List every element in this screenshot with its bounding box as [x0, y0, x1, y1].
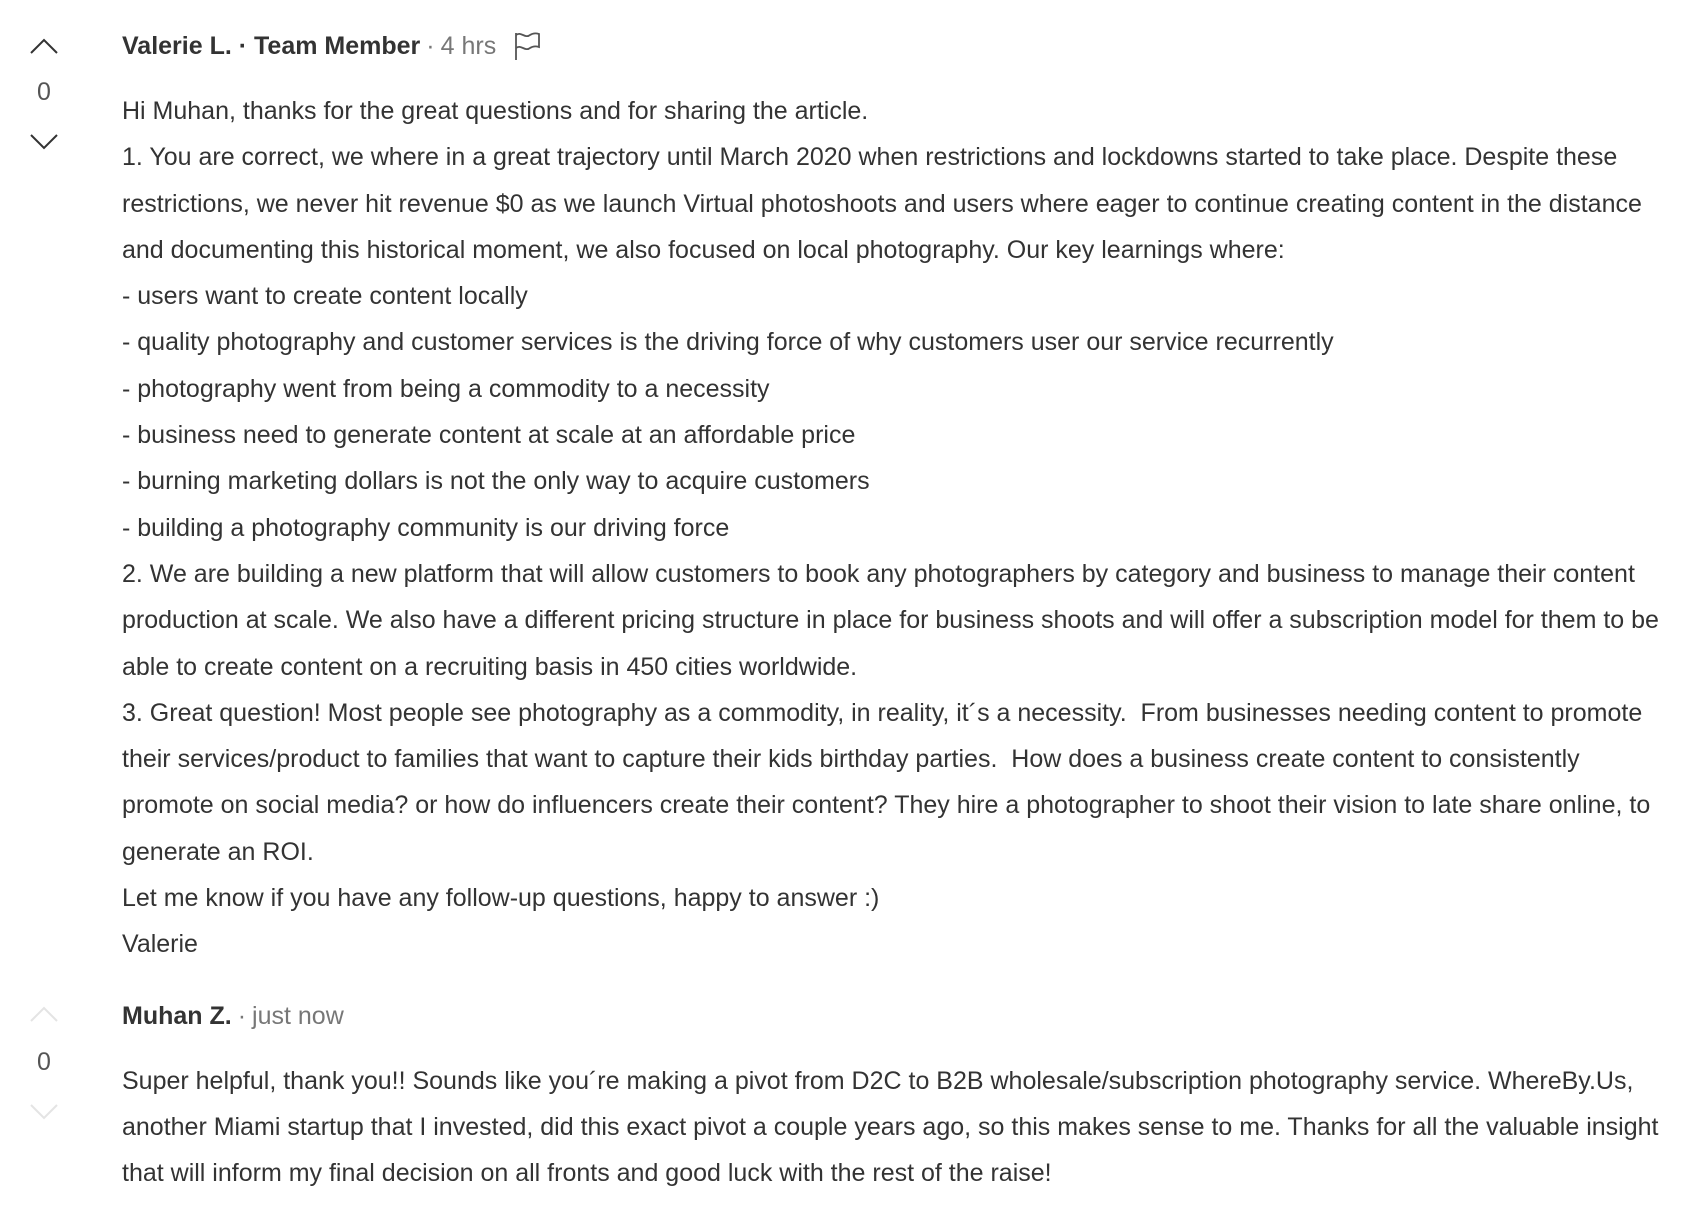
- comment-author[interactable]: Muhan Z.: [122, 1001, 232, 1030]
- comment-line: Super helpful, thank you!! Sounds like you´re making a pivot from D2C to B2B wholesale/subscription photography service. WhereBy.Us, another Miami startup that I invested, did this exact pivot a couple years ago, so this makes sense to me. Thanks for all the valuable insight that will inform my final decision on all fronts and good luck with the rest of the raise!: [122, 1066, 1666, 1188]
- vote-count: 0: [37, 1047, 51, 1076]
- comment-line: - quality photography and customer services is the driving force of why customers user our service recurrently: [122, 328, 1334, 357]
- chevron-up-icon: [28, 1002, 60, 1026]
- meta-separator: ·: [426, 32, 435, 60]
- flag-button[interactable]: [512, 30, 542, 62]
- comment-content: [122, 26, 1686, 968]
- comment-line: 3. Great question! Most people see photography as a commodity, in reality, it´s a necessity. From businesses needing content to promote their services/product to families that want to capture their kids birthday parties. How does a business create content to consistently promote on social media? or how do influencers create their content? They hire a photographer to shoot their vision to late share online, to generate an ROI.: [122, 698, 1658, 866]
- comment-line: Let me know if you have any follow-up questions, happy to answer :): [122, 884, 880, 913]
- vote-column: [0, 26, 122, 968]
- meta-separator: ·: [237, 1001, 247, 1030]
- downvote-button[interactable]: [28, 1100, 60, 1124]
- comment: [0, 996, 1686, 1197]
- comment-time: just now: [252, 1001, 344, 1030]
- comment-line: 2. We are building a new platform that will allow customers to book any photographers by category and business to manage their content production at scale. We also have a different pricing structure in place for business shoots and will offer a subscription model for them to be able to create content on a recruiting basis in 450 cities worldwide.: [122, 559, 1666, 681]
- comment-signature: Valerie: [122, 930, 198, 959]
- comment-body: [122, 88, 1676, 968]
- comment-line: Hi Muhan, thanks for the great questions and for sharing the article.: [122, 97, 869, 125]
- chevron-up-icon: [28, 34, 60, 58]
- comment-meta: [122, 26, 1676, 66]
- downvote-button[interactable]: [28, 130, 60, 154]
- comment-body: [122, 1058, 1676, 1197]
- comment-meta: [122, 996, 1676, 1036]
- flag-icon: [512, 30, 542, 62]
- comment-line: - burning marketing dollars is not the only way to acquire customers: [122, 467, 870, 496]
- comment-line: - building a photography community is our driving force: [122, 513, 730, 542]
- chevron-down-icon: [28, 130, 60, 154]
- comment-line: - photography went from being a commodity to a necessity: [122, 374, 770, 403]
- upvote-button[interactable]: [28, 1002, 60, 1026]
- vote-count: 0: [37, 78, 51, 106]
- vote-column: [0, 996, 122, 1197]
- comment-line: - users want to create content locally: [122, 282, 528, 311]
- comment-time: 4 hrs: [440, 32, 497, 60]
- upvote-button[interactable]: [28, 34, 60, 58]
- comment-content: [122, 996, 1686, 1197]
- comment-line: - business need to generate content at scale at an affordable price: [122, 421, 856, 450]
- chevron-down-icon: [28, 1100, 60, 1124]
- comment-author[interactable]: Valerie L. · Team Member: [122, 32, 421, 60]
- comment-line: 1. You are correct, we where in a great trajectory until March 2020 when restrictions and lockdowns started to take place. Despite these restrictions, we never hit revenue $0 as we launch Virtual photoshoots and users where eager to continue creating content in the distance and documenting this historical moment, we also focused on local photography. Our key learnings where:: [122, 143, 1649, 264]
